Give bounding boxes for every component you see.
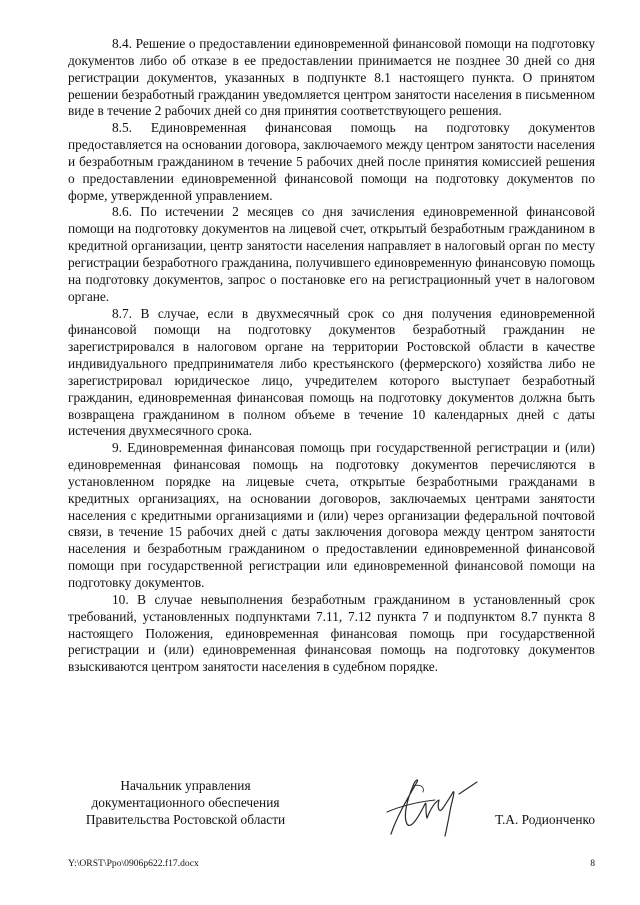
signatory-name: Т.А. Родионченко bbox=[495, 812, 595, 827]
signatory-title-line: документационного обеспечения bbox=[91, 794, 280, 810]
file-path: Y:\ORST\Ppo\0906p622.f17.docx bbox=[68, 858, 199, 869]
signatory-title-line: Правительства Ростовской области bbox=[85, 811, 286, 827]
page-number: 8 bbox=[590, 858, 595, 869]
paragraph-8-7: 8.7. В случае, если в двухмесячный срок со дня получения единовременной финансовой помощи на подготовку документов безработный гражданин не зарегистрировался в налоговом органе на территории Ростовской области в качестве индивидуального предпринимателя либо крестьянского (фермерского) хозяйства либо не зарегистрировал юридическое лицо, учредителем которого выступает безработный гражданин, единовременная финансовая помощь на подготовку документов должна быть возвращена гражданином в полном объеме в течение 10 календарных дней с даты истечения двухмесячного срока. bbox=[68, 305, 595, 439]
handwritten-signature-icon bbox=[373, 772, 483, 842]
paragraph-8-6: 8.6. По истечении 2 месяцев со дня зачисления единовременной финансовой помощи на подготовку документов на лицевой счет, открытый безработным гражданином в кредитной организации, центр занятости населения направляет в налоговый орган по месту регистрации безработного гражданина, получившего единовременную финансовую помощь на подготовку документов, запрос о постановке его на регистрационный учет в налоговом органе. bbox=[68, 204, 595, 304]
paragraph-9: 9. Единовременная финансовая помощь при государственной регистрации и (или) единовременная финансовая помощь на подготовку документов перечисляются в установленном порядке на лицевые счета, открытые безработными гражданами в кредитных организациях, на основании договоров, заключаемых центрами занятости населения с кредитными организациями и (или) через организации федеральной почтовой связи, в течение 15 рабочих дней с даты заключения договора между центром занятости населения и безработным гражданином о предоставлении единовременной финансовой помощи при государственной регистрации или единовременной финансовой помощи на подготовку документов. bbox=[68, 440, 595, 590]
paragraph-8-5: 8.5. Единовременная финансовая помощь на подготовку документов предоставляется на основании договора, заключаемого между центром занятости населения и безработным гражданином в течение 5 рабочих дней после принятия комиссией решения о предоставлении единовременной финансовой помощи на подготовку документов по форме, утвержденной управлением. bbox=[68, 120, 595, 203]
paragraph-10: 10. В случае невыполнения безработным гражданином в установленный срок требований, установленных подпунктами 7.11, 7.12 пункта 7 и подпунктом 8.7 пункта 8 настоящего Положения, единовременная финансовая помощь при государственной регистрации и (или) единовременная финансовая помощь на подготовку документов взыскиваются центром занятости населения в судебном порядке. bbox=[68, 591, 595, 675]
paragraph-8-4: 8.4. Решение о предоставлении единовременной финансовой помощи на подготовку документов либо об отказе в ее предоставлении принимается не позднее 30 дней со дня регистрации документов, указанных в подпункте 8.1 настоящего пункта. О принятом решении безработный гражданин уведомляется центром занятости населения в письменном виде в течение 2 рабочих дней со дня принятия соответствующего решения. bbox=[68, 36, 595, 119]
document-body bbox=[68, 36, 595, 676]
signature-block bbox=[68, 778, 595, 840]
signatory-title bbox=[68, 778, 303, 829]
signatory-title-line: Начальник управления bbox=[120, 778, 251, 793]
